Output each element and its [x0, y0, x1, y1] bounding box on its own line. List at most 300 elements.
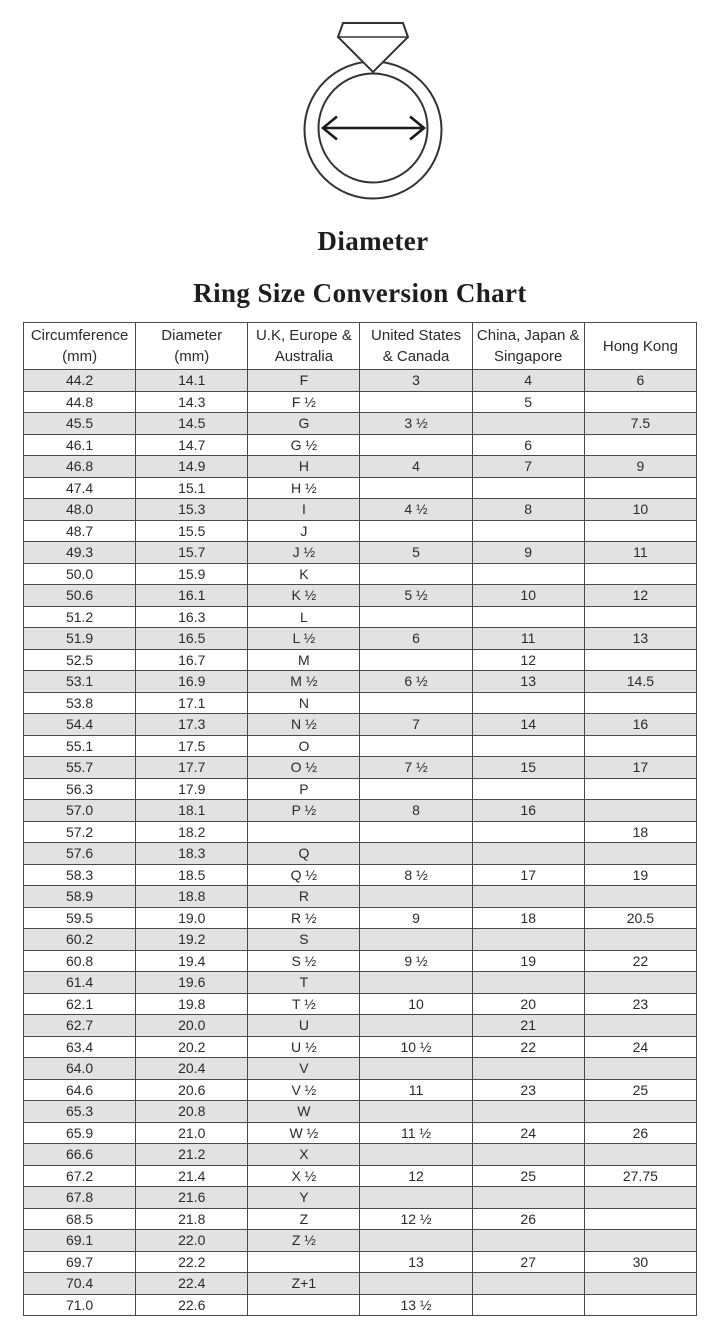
table-cell: 8 ½: [360, 864, 472, 886]
table-cell: 14.5: [584, 671, 696, 693]
table-cell: [584, 1015, 696, 1037]
table-cell: [472, 1144, 584, 1166]
table-cell: [472, 413, 584, 435]
table-cell: 14.1: [136, 370, 248, 392]
table-row: [24, 972, 697, 994]
table-cell: [360, 929, 472, 951]
table-cell: [472, 972, 584, 994]
ring-diameter-icon: [303, 22, 443, 200]
table-cell: 9: [360, 907, 472, 929]
table-cell: U: [248, 1015, 360, 1037]
table-cell: T ½: [248, 993, 360, 1015]
table-cell: [472, 1294, 584, 1316]
column-header-diameter: Diameter (mm): [136, 323, 248, 370]
table-cell: 22: [584, 950, 696, 972]
table-cell: F ½: [248, 391, 360, 413]
table-cell: U ½: [248, 1036, 360, 1058]
table-row: [24, 1101, 697, 1123]
table-row: [24, 1251, 697, 1273]
table-cell: 5 ½: [360, 585, 472, 607]
table-cell: 68.5: [24, 1208, 136, 1230]
table-cell: [360, 1101, 472, 1123]
table-cell: [584, 1273, 696, 1295]
table-cell: 21.2: [136, 1144, 248, 1166]
table-cell: R ½: [248, 907, 360, 929]
column-header-us-canada: United States & Canada: [360, 323, 472, 370]
table-cell: [584, 1058, 696, 1080]
table-cell: M: [248, 649, 360, 671]
table-cell: 49.3: [24, 542, 136, 564]
table-cell: 57.0: [24, 800, 136, 822]
table-cell: 60.2: [24, 929, 136, 951]
table-cell: [472, 929, 584, 951]
table-cell: [472, 1230, 584, 1252]
table-cell: 25: [584, 1079, 696, 1101]
table-cell: 17.5: [136, 735, 248, 757]
table-cell: [472, 563, 584, 585]
table-cell: 20.0: [136, 1015, 248, 1037]
table-row: [24, 391, 697, 413]
table-cell: 19.4: [136, 950, 248, 972]
table-cell: [584, 843, 696, 865]
table-cell: 6: [584, 370, 696, 392]
table-cell: J ½: [248, 542, 360, 564]
table-cell: [584, 1144, 696, 1166]
table-row: [24, 907, 697, 929]
table-cell: 3 ½: [360, 413, 472, 435]
table-cell: [360, 434, 472, 456]
table-cell: 22.6: [136, 1294, 248, 1316]
table-cell: F: [248, 370, 360, 392]
table-cell: [472, 735, 584, 757]
table-cell: [360, 1273, 472, 1295]
table-cell: 19: [472, 950, 584, 972]
table-cell: P ½: [248, 800, 360, 822]
table-row: [24, 413, 697, 435]
table-row: [24, 434, 697, 456]
diamond-icon: [338, 23, 408, 72]
table-cell: 11: [360, 1079, 472, 1101]
table-cell: [472, 843, 584, 865]
table-cell: 17: [584, 757, 696, 779]
table-cell: [360, 821, 472, 843]
chart-title: Ring Size Conversion Chart: [193, 278, 527, 308]
table-cell: [584, 800, 696, 822]
table-cell: 16: [472, 800, 584, 822]
table-cell: 10 ½: [360, 1036, 472, 1058]
table-cell: R: [248, 886, 360, 908]
table-row: [24, 456, 697, 478]
table-cell: 13: [472, 671, 584, 693]
table-cell: 12 ½: [360, 1208, 472, 1230]
table-row: [24, 628, 697, 650]
table-cell: 6: [360, 628, 472, 650]
table-cell: 23: [472, 1079, 584, 1101]
table-cell: 20.4: [136, 1058, 248, 1080]
table-cell: 22.4: [136, 1273, 248, 1295]
table-cell: 69.7: [24, 1251, 136, 1273]
table-cell: 71.0: [24, 1294, 136, 1316]
table-cell: 17.1: [136, 692, 248, 714]
table-cell: 9: [472, 542, 584, 564]
table-cell: 17: [472, 864, 584, 886]
table-cell: 7: [472, 456, 584, 478]
table-cell: 61.4: [24, 972, 136, 994]
table-cell: 12: [360, 1165, 472, 1187]
table-cell: [584, 1208, 696, 1230]
table-cell: 20.6: [136, 1079, 248, 1101]
table-cell: 18.1: [136, 800, 248, 822]
table-cell: [360, 606, 472, 628]
table-cell: W: [248, 1101, 360, 1123]
table-cell: 55.1: [24, 735, 136, 757]
table-cell: L: [248, 606, 360, 628]
table-cell: [472, 821, 584, 843]
table-cell: 6: [472, 434, 584, 456]
table-cell: [360, 1058, 472, 1080]
table-cell: 22: [472, 1036, 584, 1058]
table-cell: O: [248, 735, 360, 757]
table-cell: 60.8: [24, 950, 136, 972]
table-cell: 13 ½: [360, 1294, 472, 1316]
table-row: [24, 929, 697, 951]
table-row: [24, 778, 697, 800]
table-row: [24, 477, 697, 499]
table-row: [24, 1122, 697, 1144]
table-row: [24, 520, 697, 542]
table-cell: K: [248, 563, 360, 585]
table-cell: 24: [584, 1036, 696, 1058]
table-cell: 70.4: [24, 1273, 136, 1295]
table-cell: [472, 477, 584, 499]
table-cell: [472, 1101, 584, 1123]
table-cell: 16.7: [136, 649, 248, 671]
table-row: [24, 735, 697, 757]
table-cell: 59.5: [24, 907, 136, 929]
table-cell: Q: [248, 843, 360, 865]
table-cell: 50.0: [24, 563, 136, 585]
table-row: [24, 370, 697, 392]
diameter-label: Diameter: [317, 226, 429, 256]
table-row: [24, 1036, 697, 1058]
table-cell: [584, 563, 696, 585]
table-cell: [360, 563, 472, 585]
table-cell: 20.8: [136, 1101, 248, 1123]
table-cell: 10: [360, 993, 472, 1015]
table-row: [24, 821, 697, 843]
table-cell: 14.5: [136, 413, 248, 435]
table-cell: 69.1: [24, 1230, 136, 1252]
table-cell: 11 ½: [360, 1122, 472, 1144]
table-cell: 11: [584, 542, 696, 564]
table-row: [24, 993, 697, 1015]
table-cell: 21.6: [136, 1187, 248, 1209]
table-cell: 51.2: [24, 606, 136, 628]
table-cell: [584, 477, 696, 499]
table-cell: [584, 434, 696, 456]
table-cell: 17.3: [136, 714, 248, 736]
table-cell: K ½: [248, 585, 360, 607]
table-cell: 3: [360, 370, 472, 392]
table-cell: 62.1: [24, 993, 136, 1015]
table-cell: Q ½: [248, 864, 360, 886]
table-cell: [248, 1294, 360, 1316]
table-cell: X ½: [248, 1165, 360, 1187]
column-header-uk-europe-australia: U.K, Europe & Australia: [248, 323, 360, 370]
table-cell: [472, 1273, 584, 1295]
table-cell: S: [248, 929, 360, 951]
table-cell: 8: [472, 499, 584, 521]
table-cell: 9 ½: [360, 950, 472, 972]
table-cell: [360, 692, 472, 714]
table-cell: [584, 735, 696, 757]
table-cell: 67.2: [24, 1165, 136, 1187]
table-cell: 67.8: [24, 1187, 136, 1209]
table-cell: [360, 1230, 472, 1252]
table-cell: 18.3: [136, 843, 248, 865]
table-cell: 26: [472, 1208, 584, 1230]
table-cell: 21: [472, 1015, 584, 1037]
table-cell: 47.4: [24, 477, 136, 499]
table-cell: [584, 391, 696, 413]
table-cell: 5: [360, 542, 472, 564]
table-cell: 19.6: [136, 972, 248, 994]
table-cell: 18.5: [136, 864, 248, 886]
table-cell: [584, 972, 696, 994]
table-row: [24, 714, 697, 736]
table-cell: 46.8: [24, 456, 136, 478]
table-cell: 58.3: [24, 864, 136, 886]
table-cell: 52.5: [24, 649, 136, 671]
table-cell: 54.4: [24, 714, 136, 736]
table-row: [24, 1294, 697, 1316]
table-cell: N ½: [248, 714, 360, 736]
table-row: [24, 757, 697, 779]
table-cell: 18.2: [136, 821, 248, 843]
table-cell: 16.1: [136, 585, 248, 607]
table-cell: [584, 520, 696, 542]
table-row: [24, 692, 697, 714]
table-cell: 65.3: [24, 1101, 136, 1123]
table-cell: [584, 886, 696, 908]
table-cell: W ½: [248, 1122, 360, 1144]
table-cell: 10: [472, 585, 584, 607]
table-row: [24, 800, 697, 822]
table-cell: Y: [248, 1187, 360, 1209]
table-cell: O ½: [248, 757, 360, 779]
table-cell: 14: [472, 714, 584, 736]
table-cell: 7 ½: [360, 757, 472, 779]
table-cell: 4: [472, 370, 584, 392]
table-cell: [360, 843, 472, 865]
table-cell: M ½: [248, 671, 360, 693]
table-cell: 53.1: [24, 671, 136, 693]
table-row: [24, 1079, 697, 1101]
table-row: [24, 1208, 697, 1230]
table-cell: [360, 1187, 472, 1209]
table-cell: 25: [472, 1165, 584, 1187]
table-cell: [248, 1251, 360, 1273]
table-cell: T: [248, 972, 360, 994]
table-cell: [360, 972, 472, 994]
table-cell: 64.0: [24, 1058, 136, 1080]
diameter-arrow: [323, 117, 424, 140]
table-cell: 14.3: [136, 391, 248, 413]
table-cell: 57.6: [24, 843, 136, 865]
table-cell: 12: [472, 649, 584, 671]
table-cell: [584, 929, 696, 951]
table-body: [24, 370, 697, 1316]
table-row: [24, 606, 697, 628]
table-cell: 48.7: [24, 520, 136, 542]
table-cell: 18.8: [136, 886, 248, 908]
table-cell: 21.8: [136, 1208, 248, 1230]
table-cell: 16.5: [136, 628, 248, 650]
table-cell: 14.9: [136, 456, 248, 478]
table-cell: [360, 735, 472, 757]
column-header-hong-kong: Hong Kong: [584, 323, 696, 370]
table-cell: [360, 477, 472, 499]
table-cell: 13: [584, 628, 696, 650]
table-cell: 15: [472, 757, 584, 779]
table-cell: 23: [584, 993, 696, 1015]
table-cell: 30: [584, 1251, 696, 1273]
table-cell: N: [248, 692, 360, 714]
table-cell: [360, 778, 472, 800]
table-cell: 20.5: [584, 907, 696, 929]
table-cell: Z+1: [248, 1273, 360, 1295]
table-cell: [472, 606, 584, 628]
table-cell: 4 ½: [360, 499, 472, 521]
table-cell: 16.9: [136, 671, 248, 693]
table-cell: [360, 520, 472, 542]
table-cell: [472, 692, 584, 714]
table-cell: 11: [472, 628, 584, 650]
table-cell: [360, 649, 472, 671]
table-cell: 15.3: [136, 499, 248, 521]
table-cell: G ½: [248, 434, 360, 456]
table-cell: 7: [360, 714, 472, 736]
table-row: [24, 1230, 697, 1252]
table-cell: 19: [584, 864, 696, 886]
table-cell: 58.9: [24, 886, 136, 908]
table-cell: 21.4: [136, 1165, 248, 1187]
table-cell: 51.9: [24, 628, 136, 650]
ring-size-conversion-table: [23, 322, 697, 1316]
table-cell: [472, 778, 584, 800]
table-row: [24, 1165, 697, 1187]
table-row: [24, 499, 697, 521]
table-cell: [584, 1187, 696, 1209]
table-cell: [472, 886, 584, 908]
table-cell: [360, 391, 472, 413]
table-header: [24, 323, 697, 370]
table-cell: Z ½: [248, 1230, 360, 1252]
table-cell: [248, 821, 360, 843]
table-cell: 64.6: [24, 1079, 136, 1101]
table-cell: 16.3: [136, 606, 248, 628]
column-header-china-japan-singapore: China, Japan & Singapore: [472, 323, 584, 370]
table-cell: 19.0: [136, 907, 248, 929]
table-cell: X: [248, 1144, 360, 1166]
table-row: [24, 843, 697, 865]
table-cell: L ½: [248, 628, 360, 650]
table-cell: 27.75: [584, 1165, 696, 1187]
header-row: [24, 323, 697, 370]
table-cell: 20: [472, 993, 584, 1015]
table-row: [24, 563, 697, 585]
table-row: [24, 864, 697, 886]
table-cell: 15.5: [136, 520, 248, 542]
table-cell: G: [248, 413, 360, 435]
table-cell: 46.1: [24, 434, 136, 456]
table-cell: 13: [360, 1251, 472, 1273]
table-cell: J: [248, 520, 360, 542]
table-cell: 15.7: [136, 542, 248, 564]
table-row: [24, 542, 697, 564]
table-cell: 16: [584, 714, 696, 736]
table-cell: 15.9: [136, 563, 248, 585]
table-row: [24, 1058, 697, 1080]
table-row: [24, 585, 697, 607]
table-cell: [360, 1015, 472, 1037]
table-cell: 18: [472, 907, 584, 929]
table-row: [24, 1015, 697, 1037]
table-cell: V: [248, 1058, 360, 1080]
table-cell: 48.0: [24, 499, 136, 521]
table-cell: [584, 1294, 696, 1316]
table-cell: 12: [584, 585, 696, 607]
table-cell: 18: [584, 821, 696, 843]
table-cell: 10: [584, 499, 696, 521]
table-cell: 63.4: [24, 1036, 136, 1058]
table-cell: [584, 778, 696, 800]
table-cell: 15.1: [136, 477, 248, 499]
table-cell: 50.6: [24, 585, 136, 607]
table-cell: [472, 1058, 584, 1080]
table-row: [24, 1273, 697, 1295]
column-header-circumference: Circumference (mm): [24, 323, 136, 370]
table-cell: 27: [472, 1251, 584, 1273]
table-row: [24, 950, 697, 972]
table-cell: 66.6: [24, 1144, 136, 1166]
table-cell: [584, 1230, 696, 1252]
table-cell: Z: [248, 1208, 360, 1230]
table-row: [24, 1187, 697, 1209]
table-cell: 22.2: [136, 1251, 248, 1273]
table-cell: 19.2: [136, 929, 248, 951]
table-cell: 55.7: [24, 757, 136, 779]
table-cell: 53.8: [24, 692, 136, 714]
table-cell: 7.5: [584, 413, 696, 435]
table-cell: 45.5: [24, 413, 136, 435]
table-cell: 17.7: [136, 757, 248, 779]
table-cell: P: [248, 778, 360, 800]
table-row: [24, 649, 697, 671]
table-cell: [584, 692, 696, 714]
table-cell: 22.0: [136, 1230, 248, 1252]
table-cell: H: [248, 456, 360, 478]
table-cell: 62.7: [24, 1015, 136, 1037]
table-cell: [360, 1144, 472, 1166]
table-cell: [584, 1101, 696, 1123]
table-cell: 26: [584, 1122, 696, 1144]
table-row: [24, 886, 697, 908]
table-cell: S ½: [248, 950, 360, 972]
table-cell: 9: [584, 456, 696, 478]
table-cell: [472, 520, 584, 542]
table-cell: 4: [360, 456, 472, 478]
